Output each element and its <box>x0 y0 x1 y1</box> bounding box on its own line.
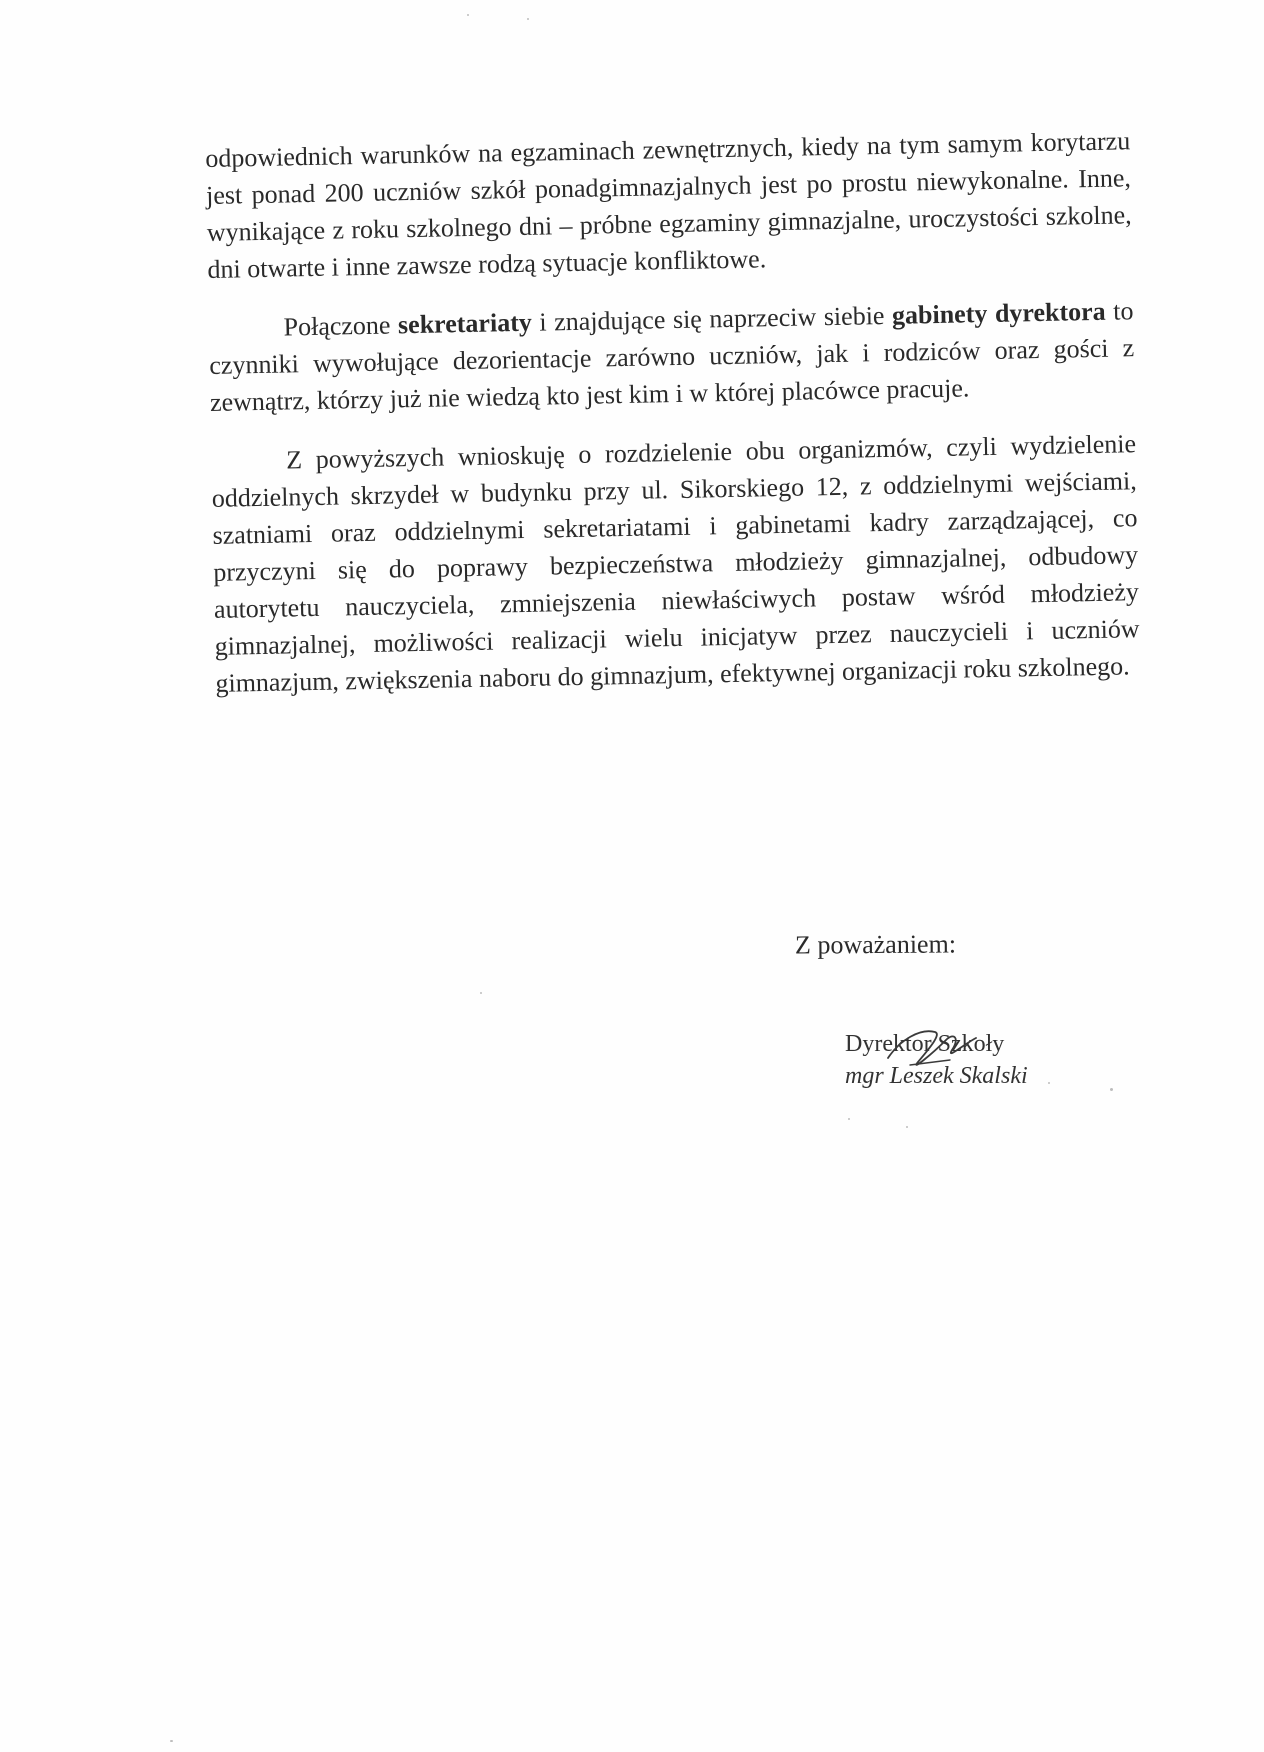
paragraph-3 <box>211 425 1141 702</box>
paragraph-1-text: odpowiednich warunków na egzaminach zewnętrznych, kiedy na tym samym korytarzu jest ponad 200 uczniów szkół ponadgimnazjalnych jest po prostu niewykonalne. Inne, wynikające z roku szkolnego dni – próbne egzaminy gimnazjalne, uroczystości szkolne, dni otwarte i inne zawsze rodzą sytuacje konfliktowe. <box>205 126 1132 284</box>
paragraph-2-bold-offices: gabinety dyrektora <box>891 296 1106 330</box>
scan-speck <box>1048 1082 1050 1084</box>
scan-speck <box>1110 1088 1113 1091</box>
paragraph-3-text: Z powyższych wnioskuję o rozdzielenie obu organizmów, czyli wydzielenie oddzielnych skrzydeł w budynku przy ul. Sikorskiego 12, z oddzielnymi wejściami, szatniami oraz oddzielnymi sekretariatami i gabinetami kadry zarządzającej, co przyczyni się do poprawy bezpieczeństwa młodzieży gimnazjalnej, odbudowy autorytetu nauczyciela, zmniejszenia niewłaściwych postaw wśród młodzieży gimnazjalnej, możliwości realizacji wielu inicjatyw przez nauczycieli i uczniów gimnazjum, zwiększenia naboru do gimnazjum, efektywnej organizacji roku szkolnego. <box>211 429 1140 698</box>
signature-name: mgr Leszek Skalski <box>845 1063 1028 1089</box>
scan-speck <box>480 992 482 994</box>
scan-speck <box>527 18 529 20</box>
scan-speck <box>906 1126 908 1128</box>
paragraph-2-text-a: Połączone <box>283 310 399 342</box>
paragraph-2-bold-secretariats: sekretariaty <box>397 307 533 340</box>
paragraph-2-text-c: to czynniki wywołujące dezorientacje zarówno uczniów, jak i rodziców oraz gości z zewnątrz, którzy już nie wiedzą kto jest kim i w której placówce pracuje. <box>209 296 1135 417</box>
scan-speck <box>848 1118 850 1120</box>
handwritten-signature-icon <box>880 1010 990 1080</box>
closing-salutation: Z poważaniem: <box>794 929 957 960</box>
paragraph-1 <box>205 122 1133 288</box>
scan-speck <box>170 1740 173 1742</box>
letter-body <box>205 122 1141 702</box>
scan-speck <box>467 14 469 16</box>
signature-title: Dyrektor Szkoły <box>845 1031 1005 1057</box>
paragraph-2 <box>208 292 1135 421</box>
paragraph-2-text-b: i znajdujące się naprzeciw siebie <box>531 300 893 337</box>
